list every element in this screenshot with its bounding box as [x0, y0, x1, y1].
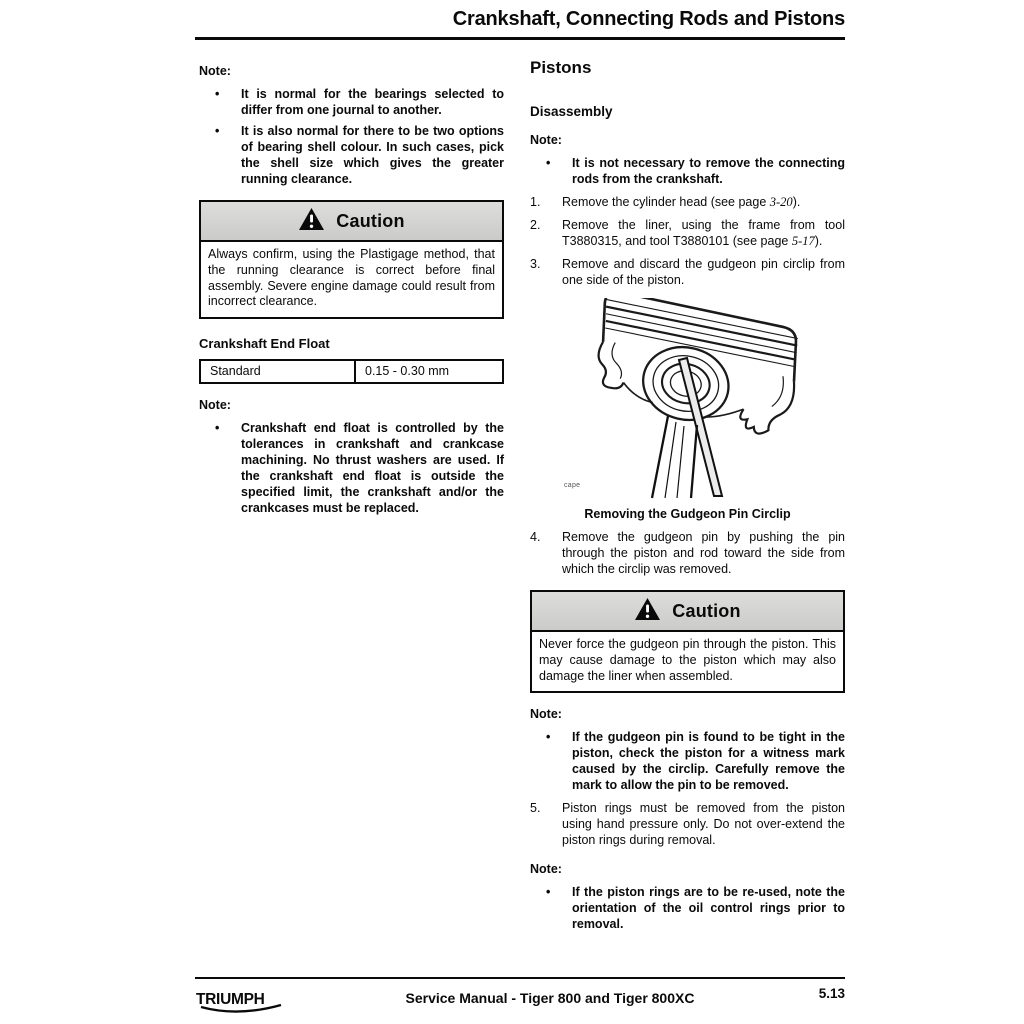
bullet-text: If the piston rings are to be re-used, note the orientation of the oil control rings prior to removal. [572, 885, 845, 932]
bullet-dot: • [215, 87, 220, 101]
list-item [530, 155, 845, 187]
triumph-logo-text: TRIUMPH [196, 991, 265, 1008]
right-column [530, 56, 845, 937]
step-text [562, 194, 845, 210]
step-text [562, 217, 845, 249]
caution-warning-icon [634, 597, 661, 626]
triumph-logo [195, 986, 325, 1023]
bullet-dot: • [215, 421, 220, 435]
caution-title: Caution [672, 601, 741, 621]
page-footer [195, 977, 845, 1023]
note-label: Note: [199, 64, 231, 78]
section-title: Pistons [530, 58, 592, 77]
list-item [199, 420, 504, 516]
figure [530, 298, 845, 505]
step-number: 3. [530, 257, 541, 271]
numbered-step [530, 256, 845, 288]
numbered-step [530, 217, 845, 249]
left-column [199, 56, 504, 937]
caution-title: Caution [336, 211, 405, 231]
step-number: 5. [530, 801, 541, 816]
caution-body: Never force the gudgeon pin through the piston. This may cause damage to the piston which may also damage the liner when assembled. [539, 637, 836, 683]
step-text-post: ). [814, 234, 823, 248]
subsection-title: Disassembly [530, 104, 613, 119]
step-text: Piston rings must be removed from the piston using hand pressure only. Do not over-extend the piston rings during removal. [562, 801, 845, 848]
note-label: Note: [530, 707, 562, 722]
numbered-step [530, 194, 845, 210]
page-reference: 5-17 [791, 234, 815, 248]
bullet-text: It is normal for the bearings selected to differ from one journal to another. [241, 87, 504, 117]
footer-title: Service Manual - Tiger 800 and Tiger 800XC [405, 990, 695, 1006]
bullet-text: Crankshaft end float is controlled by the tolerances in crankshaft and crankcase machining. No thrust washers are used. If the crankshaft end float is outside the specified limit, the crankshaft and/or the crankcases must be replaced. [241, 421, 504, 515]
bullet-dot: • [546, 885, 551, 900]
caution-header [532, 592, 843, 632]
figure-caption: Removing the Gudgeon Pin Circlip [584, 507, 791, 521]
page-header [195, 8, 845, 40]
bullet-dot: • [546, 730, 551, 745]
list-item [530, 729, 845, 793]
page-content [199, 56, 845, 937]
numbered-step [530, 800, 845, 848]
bullet-dot: • [215, 124, 220, 138]
caution-box [199, 200, 504, 319]
spec-table [199, 359, 504, 384]
bullet-text: It is not necessary to remove the connecting rods from the crankshaft. [572, 156, 845, 186]
list-item [199, 123, 504, 187]
step-number: 2. [530, 218, 541, 232]
step-text: Remove and discard the gudgeon pin circlip from one side of the piston. [562, 257, 845, 287]
caution-header [201, 202, 502, 242]
note-label: Note: [199, 398, 231, 412]
spec-heading: Crankshaft End Float [199, 336, 330, 351]
figure-code: cape [564, 482, 581, 489]
note-label: Note: [530, 862, 562, 877]
step-number: 1. [530, 195, 541, 209]
bullet-dot: • [546, 156, 551, 170]
caution-body: Always confirm, using the Plastigage method, that the running clearance is correct before final assembly. Severe engine damage could result from incorrect clearance. [208, 247, 495, 309]
numbered-step [530, 529, 845, 577]
step-text: Remove the gudgeon pin by pushing the pin through the piston and rod toward the side from which the circlip was removed. [562, 530, 845, 576]
caution-warning-icon [298, 207, 325, 236]
bullet-text: If the gudgeon pin is found to be tight in the piston, check the piston for a witness mark caused by the circlip. Carefully remove the mark to allow the pin to be removed. [572, 730, 845, 793]
table-cell-label: Standard [201, 361, 356, 382]
list-item [199, 86, 504, 118]
step-text-pre: Remove the cylinder head (see page [562, 195, 770, 209]
step-text-pre: Remove the liner, using the frame from tool T3880315, and tool T3880101 (see page [562, 218, 845, 248]
bullet-text: It is also normal for there to be two options of bearing shell colour. In such cases, pick the shell size which gives the greater running clearance. [241, 124, 504, 186]
piston-illustration [562, 487, 814, 504]
note-label: Note: [530, 133, 562, 147]
caution-box [530, 590, 845, 693]
list-item [530, 884, 845, 932]
page-title: Crankshaft, Connecting Rods and Pistons [452, 8, 845, 30]
step-number: 4. [530, 530, 541, 544]
step-text-post: ). [792, 195, 801, 209]
table-cell-value: 0.15 - 0.30 mm [365, 364, 450, 378]
page-reference: 3-20 [769, 195, 793, 209]
page-number: 5.13 [818, 986, 845, 1001]
